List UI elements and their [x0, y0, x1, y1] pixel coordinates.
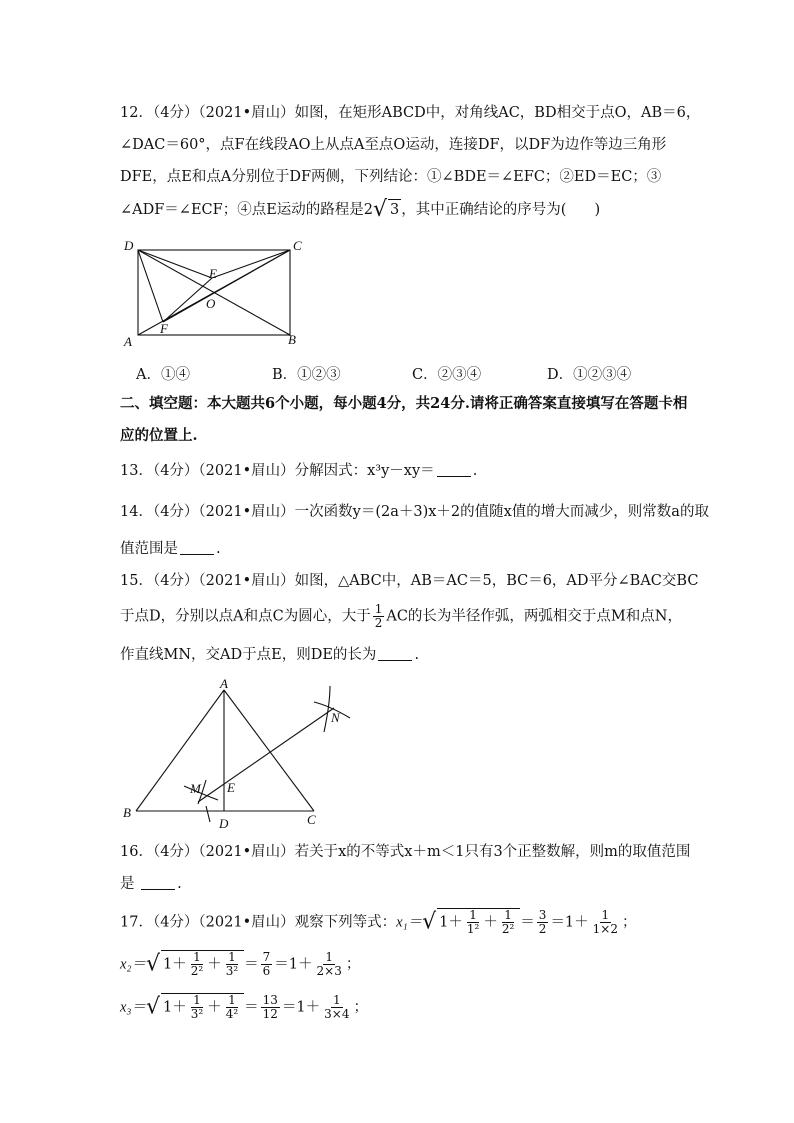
label-c: C [293, 238, 302, 253]
label-c: C [307, 812, 316, 827]
q12-line-4 [120, 199, 600, 220]
arc-at-n-2 [324, 686, 330, 732]
q17-eq3-lhs: x₃＝ [120, 999, 146, 1016]
q12-sqrt-radicand: 3 [388, 199, 401, 220]
q12-line-4-text: ∠ADF＝∠ECF；④点E运动的路程是2 [120, 202, 374, 218]
line-mn [198, 708, 334, 802]
q15-answer-blank [378, 646, 412, 661]
q15-line-2-tail: AC的长为半径作弧，两弧相交于点M和点N， [386, 608, 682, 625]
q17-eq2-lhs: x₂＝ [120, 956, 146, 973]
q17-eq1-split: $\frac{1}{1\times 2}$ [592, 908, 618, 936]
q14-line-2 [120, 539, 221, 559]
label-a: A [124, 334, 132, 349]
sqrt-sign: √ [373, 197, 388, 222]
label-o: O [206, 296, 216, 311]
q17-eq3-result: $\frac{13}{12}$ [262, 993, 278, 1021]
q12-option-b: B．①②③ [272, 367, 341, 383]
q13 [120, 461, 477, 481]
q15-line-2-text: 于点D，分别以点A和点C为圆心，大于 [120, 608, 371, 625]
q12-option-a: A．①④ [136, 367, 190, 383]
q12-line-2: ∠DAC＝60°，点F在线段AO上从点A至点O运动，连接DF，以DF为边作等边三角形 [120, 137, 667, 153]
q14-line-1: 14．（4分）（2021•眉山）一次函数y＝(2a＋3)x＋2的值随x值的增大而减少，则常数a的取 [120, 504, 709, 520]
segment-ec [212, 250, 290, 278]
q16-line-2 [120, 874, 182, 894]
q17-line-1: 17．（4分）（2021•眉山）观察下列等式：x₁＝√ 1＋ $\frac{1}{\text{1²}}$ ＋ $\frac{1}{\text{2²}}$ ＝ $\frac{3}{2}$ ＝1＋ $\frac{1}{1\times 2}$ ； [120, 908, 637, 936]
label-b: B [123, 805, 131, 820]
side-ac [224, 690, 314, 811]
q12-figure [118, 236, 308, 351]
q17-intro: 17．（4分）（2021•眉山）观察下列等式： [120, 914, 397, 931]
q17-eq-3: x₃＝√ 1＋ $\frac{1}{\text{3²}}$ ＋ $\frac{1}{\text{4²}}$ ＝ $\frac{13}{12}$ ＝1＋ $\frac{1}{3\times 4}$ ； [120, 993, 368, 1021]
label-b: B [288, 332, 296, 347]
segment-fc [163, 250, 290, 322]
q14-line-2-text: 值范围是 [120, 541, 178, 557]
q16-line-2-text: 是 [120, 876, 135, 892]
q15-line-1: 15．（4分）（2021•眉山）如图，△ABC中，AB＝AC＝5，BC＝6，AD平分∠BAC交BC [120, 573, 699, 589]
segment-df [138, 250, 163, 322]
arc-tick-d [206, 806, 210, 822]
q17-eq2-split: $\frac{1}{2\times 3}$ [316, 950, 342, 978]
section-2-heading-line-1: 二、填空题：本大题共6个小题，每小题4分，共24分.请将正确答案直接填写在答题卡相 [120, 395, 688, 412]
label-d: D [124, 238, 134, 253]
q15-fraction-half: $\frac{1}{2}$ [374, 602, 383, 630]
label-f: F [160, 321, 168, 336]
segment-fe [163, 278, 212, 322]
q16-line-1: 16．（4分）（2021•眉山）若关于x的不等式x＋m＜1只有3个正整数解，则m的取值范围 [120, 844, 691, 860]
q12-option-c: C．②③④ [412, 367, 482, 383]
label-n: N [331, 710, 340, 725]
q13-period: . [472, 463, 478, 479]
q17-eq1-lhs: x₁＝ [396, 914, 423, 931]
label-d: D [219, 816, 229, 831]
q12-line-1: 12．（4分）（2021•眉山）如图，在矩形ABCD中，对角线AC，BD相交于点O，AB＝6， [120, 105, 701, 121]
q15-line-3-text: 作直线MN，交AD于点E，则DE的长为 [120, 647, 377, 663]
q16-period: . [177, 876, 182, 892]
q17-eq-2: x₂＝√ 1＋ $\frac{1}{\text{2²}}$ ＋ $\frac{1}{\text{3²}}$ ＝ $\frac{7}{6}$ ＝1＋ $\frac{1}{2\times 3}$ ； [120, 950, 361, 978]
section-2-heading-line-2: 应的位置上. [120, 427, 198, 444]
q12-option-d: D．①②③④ [547, 367, 632, 383]
q17-eq1-result: $\frac{3}{2}$ [538, 908, 547, 936]
q13-answer-blank [437, 462, 471, 477]
q15-period: . [414, 647, 420, 663]
q12-line-4-tail: ，其中正确结论的序号为( [401, 202, 567, 218]
q13-text: 13．（4分）（2021•眉山）分解因式：x³y－xy＝ [120, 463, 435, 479]
segment-de [138, 250, 212, 278]
q15-figure [118, 676, 368, 832]
q17-eq1-radicand: 1＋ $\frac{1}{\text{1²}}$ ＋ $\frac{1}{\text{2²}}$ [437, 908, 520, 936]
q14-period: . [216, 541, 221, 557]
label-e: E [209, 266, 217, 281]
q17-eq3-split: $\frac{1}{3\times 4}$ [324, 993, 350, 1021]
q17-eq2-radicand: 1＋ $\frac{1}{\text{2²}}$ ＋ $\frac{1}{\text{3²}}$ [161, 950, 244, 978]
q15-line-3 [120, 645, 419, 665]
q16-answer-blank [141, 875, 175, 890]
q17-eq2-result: $\frac{7}{6}$ [262, 950, 271, 978]
q15-line-2 [120, 603, 682, 630]
q17-eq3-radicand: 1＋ $\frac{1}{\text{3²}}$ ＋ $\frac{1}{\text{4²}}$ [161, 993, 244, 1021]
q12-line-3: DFE，点E和点A分别位于DF两侧，下列结论：①∠BDE＝∠EFC；②ED＝EC；③ [120, 169, 662, 185]
label-m: M [190, 781, 201, 796]
q12-close-paren: ) [594, 202, 601, 218]
label-e: E [227, 780, 235, 795]
label-a: A [220, 676, 228, 691]
q14-answer-blank [180, 540, 214, 555]
